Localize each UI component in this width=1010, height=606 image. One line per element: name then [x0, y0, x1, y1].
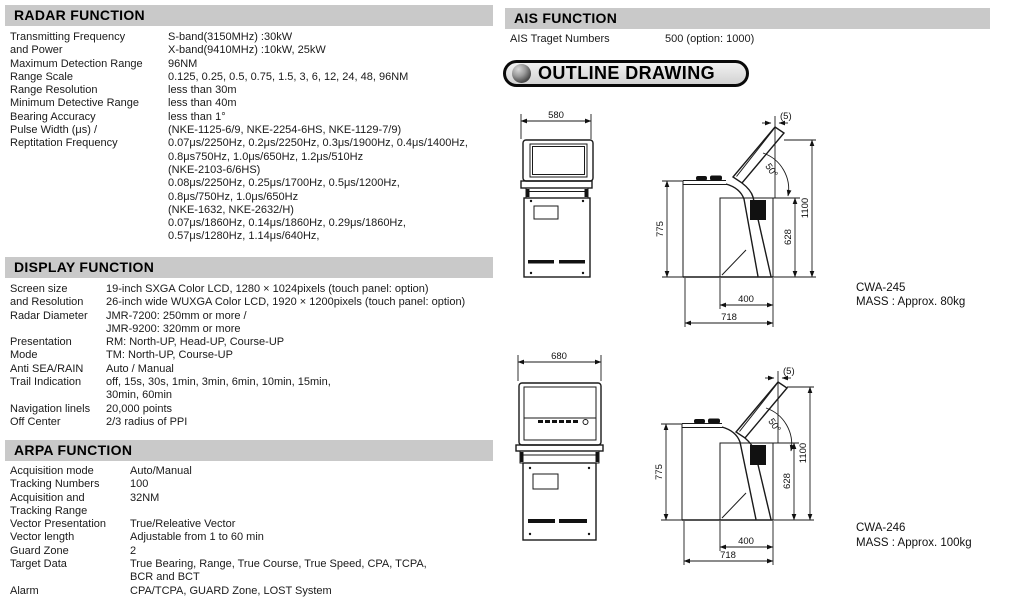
spec-label: Vector length [10, 531, 75, 544]
spec-label: Mode [10, 349, 38, 362]
cwa246-outline-drawing [500, 335, 1010, 593]
section-header-arpa [5, 440, 493, 461]
spec-row [10, 177, 498, 190]
spec-label: Tracking Range [10, 504, 88, 517]
spec-label: Radar Diameter [10, 309, 88, 322]
spec-label: Transmitting Frequency [10, 31, 126, 43]
spec-value: S-band(3150MHz) :30kW [168, 31, 293, 43]
spec-label [10, 389, 106, 402]
section-header-radar [5, 5, 493, 26]
spec-value [130, 505, 498, 518]
spec-label: Acquisition mode [10, 465, 94, 477]
spec-value: TM: North-UP, Course-UP [106, 349, 233, 362]
spec-value: JMR-9200: 320mm or more [106, 322, 241, 335]
vent-slot [528, 260, 554, 264]
spec-label: Anti SEA/RAIN [10, 362, 84, 375]
spec-label [10, 151, 168, 164]
spec-row [10, 31, 498, 44]
ais-spec-list [505, 33, 995, 46]
display-spec-list [5, 283, 510, 429]
spec-value: 19-inch SXGA Color LCD, 1280 × 1024pixels (touch panel: option) [106, 283, 429, 295]
vent-slot [559, 260, 585, 264]
vent-block [750, 445, 766, 465]
spec-value: 0.07μs/1860Hz, 0.14μs/1860Hz, 0.29μs/1860Hz, [168, 217, 406, 230]
dim-total-depth: 718 [721, 312, 737, 323]
cwa246-side-view [654, 366, 814, 565]
spec-value: less than 1° [168, 110, 226, 123]
dim-top-offset: (5) [783, 366, 795, 377]
section-display [5, 257, 493, 278]
spec-label [10, 177, 168, 190]
spec-label: Range Scale [10, 70, 73, 83]
dim-tilt-angle: 50° [765, 416, 783, 435]
dim-total-depth: 718 [720, 550, 736, 561]
dim-pedestal-depth: 400 [738, 536, 754, 547]
spec-row [10, 376, 510, 389]
dim-total-height: 1100 [800, 197, 811, 219]
spec-value: 30min, 60min [106, 389, 173, 402]
spec-value: True Bearing, Range, True Course, True Speed, CPA, TCPA, [130, 558, 427, 571]
section-ais [505, 8, 990, 29]
spec-value: less than 40m [168, 97, 237, 110]
section-title: DISPLAY FUNCTION [14, 259, 155, 275]
spec-row [10, 84, 498, 97]
spec-value: 96NM [168, 57, 198, 70]
dim-pedestal-depth: 400 [738, 294, 754, 305]
monitor-screen [530, 144, 587, 177]
spec-label: Target Data [10, 558, 67, 571]
spec-row [10, 137, 498, 150]
spec-label: Reptitation Frequency [10, 137, 118, 150]
dim-console-height: 775 [654, 464, 665, 480]
mass-label: MASS : Approx. 100kg [856, 537, 972, 549]
dim-front-width: 680 [551, 351, 567, 362]
spec-value: Auto/Manual [130, 465, 192, 477]
base-cabinet [523, 463, 596, 540]
spec-row [10, 204, 498, 217]
spec-value: 2/3 radius of PPI [106, 415, 188, 428]
spec-label: Acquisition and [10, 491, 85, 504]
spec-label: and Resolution [10, 296, 84, 309]
spec-label: Tracking Numbers [10, 478, 100, 491]
cwa245-front-view [521, 110, 593, 277]
sphere-icon [512, 64, 531, 83]
vent-slot [559, 519, 587, 523]
spec-row [10, 416, 510, 429]
spec-value: 2 [130, 544, 137, 557]
vent-block [750, 200, 766, 220]
spec-label: Screen size [10, 283, 68, 295]
spec-row [10, 585, 498, 598]
dim-pedestal-height: 628 [782, 473, 793, 489]
section-arpa [5, 440, 493, 461]
cwa246-front-view [516, 351, 603, 540]
section-radar [5, 5, 493, 26]
keyboard-tray [526, 188, 588, 198]
spec-value: less than 30m [168, 84, 237, 97]
spec-label: and Power [10, 44, 63, 57]
spec-row [10, 71, 498, 84]
spec-label: Pulse Width (μs) / [10, 124, 98, 137]
section-title: ARPA FUNCTION [14, 442, 133, 458]
spec-row [10, 465, 498, 478]
support-leg-rear [742, 183, 771, 277]
spec-label: Presentation [10, 336, 72, 349]
spec-value: RM: North-UP, Head-UP, Course-UP [106, 336, 285, 349]
shelf [521, 181, 592, 188]
spec-value: 500 (option: 1000) [665, 33, 755, 45]
support-leg-front [722, 427, 756, 520]
cwa245-side-view [655, 111, 816, 327]
spec-value: 0.08μs/2250Hz, 0.25μs/1700Hz, 0.5μs/1200Hz, [168, 177, 400, 190]
spec-label [10, 571, 130, 584]
spec-row [10, 151, 498, 164]
cwa245-outline-drawing [500, 100, 1010, 333]
spec-label: AIS Traget Numbers [510, 33, 610, 45]
spec-value: Auto / Manual [106, 362, 174, 375]
spec-row [10, 518, 498, 531]
dim-tilt-angle: 50° [762, 161, 780, 180]
shelf [516, 445, 603, 451]
trackball [583, 420, 588, 425]
dim-top-offset: (5) [780, 111, 792, 122]
spec-row [10, 478, 498, 491]
spec-value: 20,000 points [106, 402, 173, 415]
spec-label: Maximum Detection Range [10, 57, 143, 70]
desk-trackball [708, 419, 720, 424]
spec-label: Off Center [10, 415, 61, 428]
dim-total-height: 1100 [798, 442, 809, 464]
monitor-housing [519, 383, 601, 445]
spec-row [10, 492, 498, 505]
spec-value: True/Releative Vector [130, 518, 236, 531]
label-plate [533, 474, 558, 489]
radar-spec-list [5, 31, 498, 244]
spec-label [10, 204, 168, 217]
spec-value: 0.57μs/1280Hz, 1.14μs/640Hz, [168, 230, 320, 243]
spec-value: BCR and BCT [130, 571, 200, 584]
spec-row [10, 336, 510, 349]
spec-row [10, 363, 510, 376]
desk-trackball [710, 176, 722, 181]
spec-row [10, 310, 510, 323]
spec-row [10, 389, 510, 402]
spec-row [10, 164, 498, 177]
spec-value: (NKE-1632, NKE-2632/H) [168, 203, 294, 216]
spec-row [10, 558, 498, 571]
spec-row [510, 33, 995, 46]
spec-row [10, 124, 498, 137]
section-title: AIS FUNCTION [514, 10, 618, 26]
outline-drawing-banner [503, 60, 749, 87]
spec-label [10, 323, 106, 336]
spec-value: JMR-7200: 250mm or more / [106, 309, 247, 322]
spec-row [10, 191, 498, 204]
spec-label: Guard Zone [10, 544, 69, 557]
spec-label [10, 230, 168, 243]
spec-row [10, 505, 498, 518]
spec-label: Vector Presentation [10, 518, 107, 531]
spec-label [10, 164, 168, 177]
outline-drawing-title: OUTLINE DRAWING [538, 63, 715, 83]
spec-row [10, 111, 498, 124]
spec-row [10, 545, 498, 558]
monitor-screen [524, 387, 596, 440]
spec-row [10, 349, 510, 362]
gusset [722, 250, 746, 275]
arpa-spec-list [5, 465, 498, 598]
spec-value: 0.125, 0.25, 0.5, 0.75, 1.5, 3, 6, 12, 24, 48, 96NM [168, 70, 409, 83]
spec-value: 26-inch wide WUXGA Color LCD, 1920 × 1200pixels (touch panel: option) [106, 296, 466, 309]
spec-label: Range Resolution [10, 84, 98, 97]
spec-value: 100 [130, 478, 149, 491]
spec-value: (NKE-1125-6/9, NKE-2254-6HS, NKE-1129-7/9) [168, 124, 402, 137]
dim-console-height: 775 [655, 221, 666, 237]
spec-label: Minimum Detective Range [10, 97, 139, 110]
gusset [722, 493, 746, 518]
spec-value: 0.8μs/750Hz, 1.0μs/650Hz [168, 190, 299, 203]
spec-label [10, 217, 168, 230]
model-label: CWA-246 [856, 522, 906, 534]
keyboard-tray [520, 451, 599, 463]
spec-label: Bearing Accuracy [10, 110, 96, 123]
spec-row [10, 230, 498, 243]
mass-label: MASS : Approx. 80kg [856, 296, 966, 308]
desk-knob [696, 176, 707, 181]
section-header-display [5, 257, 493, 278]
spec-row [10, 58, 498, 71]
spec-row [10, 323, 510, 336]
spec-value: X-band(9410MHz) :10kW, 25kW [168, 44, 326, 57]
spec-label: Trail Indication [10, 376, 82, 389]
label-plate [534, 206, 558, 219]
spec-value: 0.07μs/2250Hz, 0.2μs/2250Hz, 0.3μs/1900Hz, 0.4μs/1400Hz, [168, 137, 468, 150]
spec-row [10, 403, 510, 416]
spec-row [10, 97, 498, 110]
dim-pedestal-height: 628 [783, 229, 794, 245]
spec-row [10, 531, 498, 544]
spec-row [10, 283, 510, 296]
spec-label: Navigation linels [10, 402, 91, 415]
spec-row [10, 217, 498, 230]
dim-front-width: 580 [548, 110, 564, 121]
spec-label: Alarm [10, 584, 39, 597]
spec-value: 0.8μs750Hz, 1.0μs/650Hz, 1.2μs/510Hz [168, 150, 364, 163]
spec-value: (NKE-2103-6/6HS) [168, 163, 261, 176]
section-title: RADAR FUNCTION [14, 7, 145, 23]
spec-row [10, 44, 498, 57]
spec-row [10, 296, 510, 309]
vent-slot [528, 519, 555, 523]
section-header-ais [505, 8, 990, 29]
model-label: CWA-245 [856, 282, 906, 294]
spec-value: off, 15s, 30s, 1min, 3min, 6min, 10min, 15min, [106, 376, 331, 389]
desk-knob [694, 419, 705, 424]
spec-row [10, 571, 498, 584]
spec-value: 32NM [130, 491, 160, 504]
spec-value: CPA/TCPA, GUARD Zone, LOST System [130, 584, 332, 597]
spec-label [10, 191, 168, 204]
spec-value: Adjustable from 1 to 60 min [130, 531, 264, 544]
